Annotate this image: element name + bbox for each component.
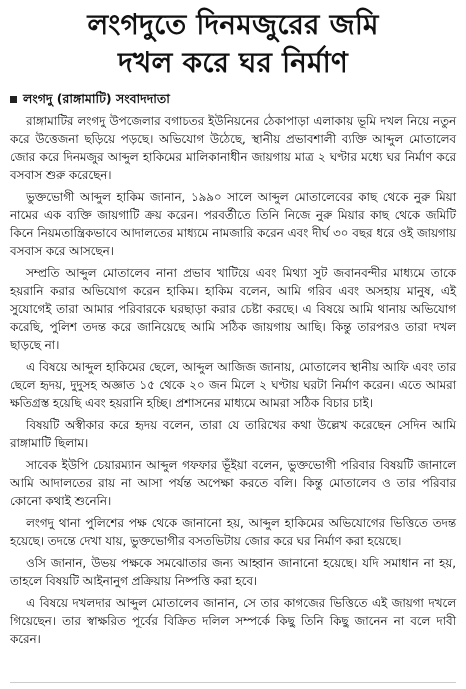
byline-text: লংগদু (রাঙ্গামাটি) সংবাদদাতা (23, 91, 170, 106)
article-paragraph: এ বিষয়ে দখলদার আব্দুল মোতালেব জানান, সে তার কাগজের ভিত্তিতে এই জায়গা দখলে গিয়েছেন। তার স্বাক্ষরিত পূর্বের বিক্রিত দলিল সম্পর্কে কিছু তিনি কিছু জানেন না বলে দাবী করেন। (10, 596, 456, 646)
headline-line-1: লংগদুতে দিনমজুরের জমি (87, 8, 379, 41)
article-paragraph: রাঙ্গামাটির লংগদু উপজেলার বগাচতর ইউনিয়নের ঠেকাপাড়া এলাকায় ভূমি দখল নিয়ে নতুন করে উত্তেজনা ছড়িয়ে পড়ছে। অভিযোগ উঠেছে, স্থানীয় প্রভাবশালী ব্যক্তি আব্দুল মোতালেব জোর করে দিনমজুর আব্দুল হাকিমের মালিকানাধীন জায়গায় মাত্র ২ ঘণ্টার মধ্যে ঘর নির্মাণ করে বসবাস শুরু করেছেন। (10, 114, 456, 182)
headline-line-2: দখল করে ঘর নির্মাণ (117, 46, 349, 79)
article-paragraph: এ বিষয়ে আব্দুল হাকিমের ছেলে, আব্দুল আজিজ জানায়, মোতালেব স্থানীয় আফি এবং তার ছেলে হৃদয়, দুদুসহ অজ্ঞাত ১৫ থেকে ২০ জন মিলে ২ ঘণ্টায় ঘরটা নির্মাণ করেন। এতে আমরা ক্ষতিগ্রস্ত হয়েছি এবং হয়রানি হচ্ছি। প্রশাসনের মাধ্যমে আমরা সঠিক বিচার চাই। (10, 360, 456, 410)
headline (10, 6, 456, 82)
article-paragraph: ওসি জানান, উভয় পক্ষকে সমঝোতার জন্য আহ্বান জানানো হয়েছে। যদি সমাধান না হয়, তাহলে বিষয়টি আইনানুগ প্রক্রিয়ায় নিষ্পত্তি করা হবে। (10, 556, 456, 588)
article-paragraph: সাবেক ইউপি চেয়ারম্যান আব্দুল গফফার ভূঁইয়া বলেন, ভুক্তভোগী পরিবার বিষয়টি জানালে আমি আদালতের রায় না আসা পর্যন্ত অপেক্ষা করতে বলি। কিন্তু মোতালেব ও তার পরিবার কোনো কথাই শুনেনি। (10, 458, 456, 508)
article-paragraph: লংগদু থানা পুলিশের পক্ষ থেকে জানানো হয়, আব্দুল হাকিমের অভিযোগের ভিত্তিতে তদন্ত হয়েছে। তদন্তে দেখা যায়, ভুক্তভোগীর বসতভিটায় জোর করে ঘর নির্মাণ করা হয়েছে। (10, 516, 456, 548)
byline (10, 90, 456, 108)
article-body (10, 112, 456, 648)
article-paragraph: বিষয়টি অস্বীকার করে হৃদয় বলেন, তারা যে তারিখের কথা উল্লেখ করেছেন সেদিন আমি রাঙ্গামাটি ছিলাম। (10, 418, 456, 450)
bullet-square-icon (10, 96, 17, 103)
article-paragraph: ভুক্তভোগী আব্দুল হাকিম জানান, ১৯৯০ সালে আব্দুল মোতালেবের কাছ থেকে নুরু মিয়া নামের এক ব্যক্তি জায়গাটি ক্রয় করেন। পরবর্তীতে তিনি নিজে নুরু মিয়ার কাছ থেকে জমিটি কিনে নিয়মতান্ত্রিকভাবে আদালতের মাধ্যমে নামজারি করেন এবং দীর্ঘ ৩০ বছর ধরে ওই জায়গায় বসবাস করে আসছেন। (10, 190, 456, 258)
bottom-divider (10, 682, 456, 683)
article-paragraph: সম্প্রতি আব্দুল মোতালেব নানা প্রভাব খাটিয়ে এবং মিথ্যা সুট জবানবন্দীর মাধ্যমে তাকে হয়রানি করার অভিযোগ করেন হাকিম। হাকিম বলেন, আমি গরিব এবং অসহায় মানুষ, এই সুযোগেই তারা আমার পরিবারকে ঘরছাড়া করার চেষ্টা করছে। এ বিষয়ে আমি থানায় অভিযোগ করেছি, পুলিশ তদন্ত করে জানিয়েছে আমি সঠিক জায়গায় আছি। কিন্তু তারপরও তারা দখল ছাড়ছে না। (10, 266, 456, 352)
